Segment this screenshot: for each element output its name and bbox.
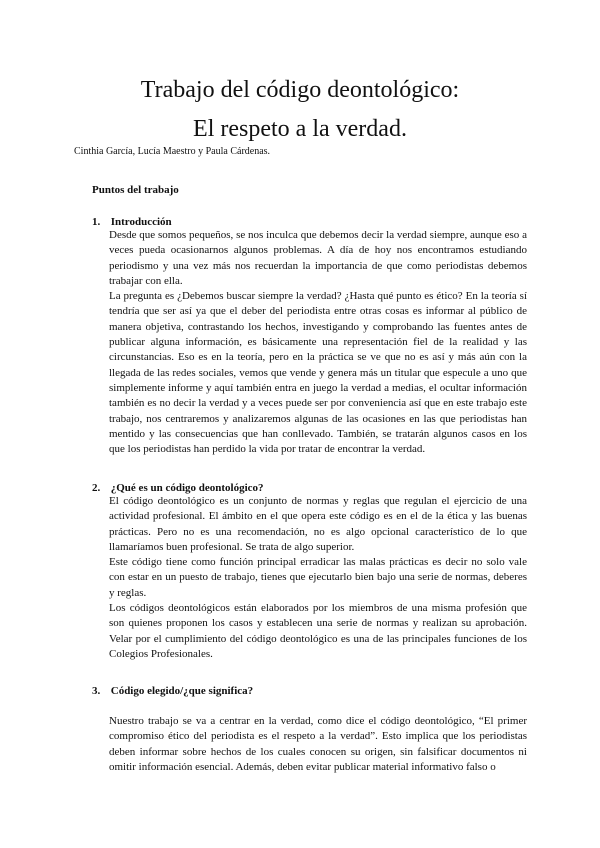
paragraph: La pregunta es ¿Debemos buscar siempre la verdad? ¿Hasta qué punto es ético? En la teoría sí tendría que ser así ya que el deber del periodista entre otras cosas es informar al público de manera objetiva, contrastando los hechos, investigando y comprobando las fuentes antes de publicar alguna información, es básicamente una representación fiel de la realidad y las circunstancias. Eso es en la teoría, pero en la práctica se ve que no es así y más aún con la llegada de las redes sociales, vemos que vende y genera más un titular que especule a uno que simplemente informe y aquí también entra en juego la verdad a medias, el ocultar información también es no decir la verdad y a veces puede ser por conveniencia así que en este trabajo este trabajo, nos centraremos y analizaremos algunas de las ocasiones en las que periodistas han mentido y las consecuencias que han conllevado. También, se tratarán algunos casos en los que los periodistas han perdido la vida por tratar de encontrar la verdad. xyxy=(109,290,527,456)
section-1-title: Introducción xyxy=(110,216,172,228)
paragraph: Los códigos deontológicos están elaborados por los miembros de una misma profesión que son quienes proponen los casos y establecen una serie de normas y realizan su aprobación. Velar por el cumplimiento del código deontológico es una de las principales funciones de los Colegios Profesionales. xyxy=(109,602,527,660)
section-3-title: Código elegido/¿que significa? xyxy=(110,685,254,697)
section-1-heading xyxy=(92,215,172,229)
section-1-number: 1. xyxy=(92,216,101,228)
section-label: Puntos del trabajo xyxy=(92,184,179,196)
section-3-heading xyxy=(92,684,253,698)
section-2-body xyxy=(109,494,527,662)
section-3-body xyxy=(109,714,527,775)
section-2-heading xyxy=(92,481,264,495)
authors-line: Cinthia García, Lucía Maestro y Paula Cárdenas. xyxy=(74,146,271,157)
section-3-number: 3. xyxy=(92,685,101,697)
paragraph: Nuestro trabajo se va a centrar en la verdad, como dice el código deontológico, “El primer compromiso ético del periodista es el respeto a la verdad”. Esto implica que los periodistas deben informar sobre hechos de los cuales conocen su origen, sin falsificar documentos ni omitir información esencial. Además, deben evitar publicar material informativo falso o xyxy=(109,715,527,773)
paragraph: El código deontológico es un conjunto de normas y reglas que regulan el ejercicio de una actividad profesional. El ámbito en el que opera este código es en el de la ética y las buenas prácticas. Pero no es una recomendación, no es algo opcional característico de lo que llamaríamos buen profesional. Se trata de algo superior. xyxy=(109,495,527,553)
paragraph: Desde que somos pequeños, se nos inculca que debemos decir la verdad siempre, aunque eso a veces pueda ocasionarnos algunos problemas. A día de hoy nos encontramos estudiando periodismo y una vez más nos recuerdan la importancia de que como periodistas debemos trabajar con ella. xyxy=(109,229,527,287)
paragraph: Este código tiene como función principal erradicar las malas prácticas es decir no solo vale con estar en un puesto de trabajo, tienes que ejecutarlo bien bajo una serie de normas, deberes y reglas. xyxy=(109,556,527,599)
document-title-line-2: El respeto a la verdad. xyxy=(193,116,407,142)
section-2-number: 2. xyxy=(92,482,101,494)
document-title-line-1: Trabajo del código deontológico: xyxy=(140,77,460,103)
section-1-body xyxy=(109,228,527,457)
section-2-title: ¿Qué es un código deontológico? xyxy=(110,482,264,494)
